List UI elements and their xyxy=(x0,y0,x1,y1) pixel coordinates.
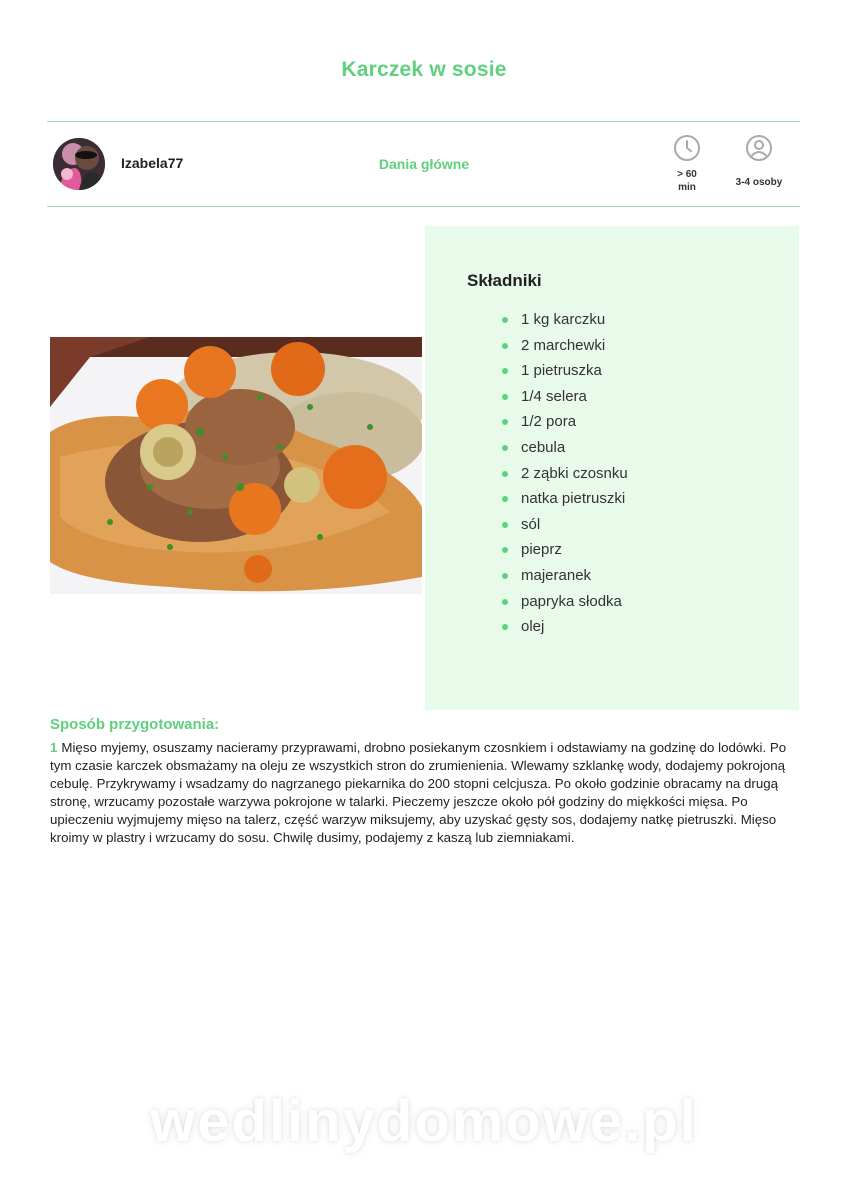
recipe-title: Karczek w sosie xyxy=(341,58,507,81)
preparation-heading: Sposób przygotowania: xyxy=(50,716,220,733)
site-watermark: wedlinydomowe.pl xyxy=(150,1089,698,1154)
ingredient-item: sól xyxy=(501,516,628,542)
ingredient-item: cebula xyxy=(501,439,628,465)
prep-time-unit: min xyxy=(678,182,696,193)
ingredients-panel xyxy=(425,226,799,710)
header-divider-top xyxy=(47,121,800,122)
preparation-step xyxy=(50,739,795,847)
header-divider-bottom xyxy=(47,206,800,207)
clock-icon xyxy=(673,134,701,162)
ingredient-item: 1/2 pora xyxy=(501,413,628,439)
ingredient-item: 1 kg karczku xyxy=(501,311,628,337)
ingredient-item: 1 pietruszka xyxy=(501,362,628,388)
prep-time xyxy=(664,134,710,194)
ingredient-item: papryka słodka xyxy=(501,593,628,619)
ingredient-item: pieprz xyxy=(501,541,628,567)
recipe-category[interactable]: Dania główne xyxy=(378,156,470,172)
ingredient-item: 1/4 selera xyxy=(501,388,628,414)
dish-image xyxy=(50,337,422,594)
ingredient-item: natka pietruszki xyxy=(501,490,628,516)
step-number: 1 xyxy=(50,740,58,755)
step-text: Mięso myjemy, osuszamy nacieramy przyprawami, drobno posiekanym czosnkiem i odstawiamy na godzinę do lodówki. Po tym czasie karczek obsmażamy na oleju ze wszystkich stron do zrumienienia. Wlewamy szklankę wody, dodajemy pokrojoną cebulę. Przykrywamy i wsadzamy do nagrzanego piekarnika do 200 stopni celcjusza. Po około godzinie obracamy na drugą stronę, wrzucamy pozostałe warzywa pokrojone w talarki. Pieczemy jeszcze około pół godziny do miękkości mięsa. Po upieczeniu wyjmujemy mięso na talerz, część warzyw miksujemy, aby uzyskać gęsty sos, dodajemy natkę pietruszki. Mięso kroimy w plastry i wrzucamy do sosu. Chwilę dusimy, podajemy z kaszą lub ziemniakami. xyxy=(50,740,787,845)
person-icon xyxy=(745,134,773,162)
prep-time-value: > 60 xyxy=(677,169,697,180)
recipe-photo xyxy=(50,337,422,594)
ingredients-list xyxy=(501,311,628,644)
servings-value: 3-4 osoby xyxy=(735,177,783,188)
ingredient-item: majeranek xyxy=(501,567,628,593)
ingredient-item: 2 ząbki czosnku xyxy=(501,465,628,491)
author-avatar[interactable] xyxy=(53,138,105,190)
ingredients-heading: Składniki xyxy=(467,271,542,290)
avatar-photo xyxy=(53,138,105,190)
servings xyxy=(726,134,792,189)
ingredient-item: olej xyxy=(501,618,628,644)
ingredient-item: 2 marchewki xyxy=(501,337,628,363)
author-name[interactable]: Izabela77 xyxy=(121,155,184,171)
